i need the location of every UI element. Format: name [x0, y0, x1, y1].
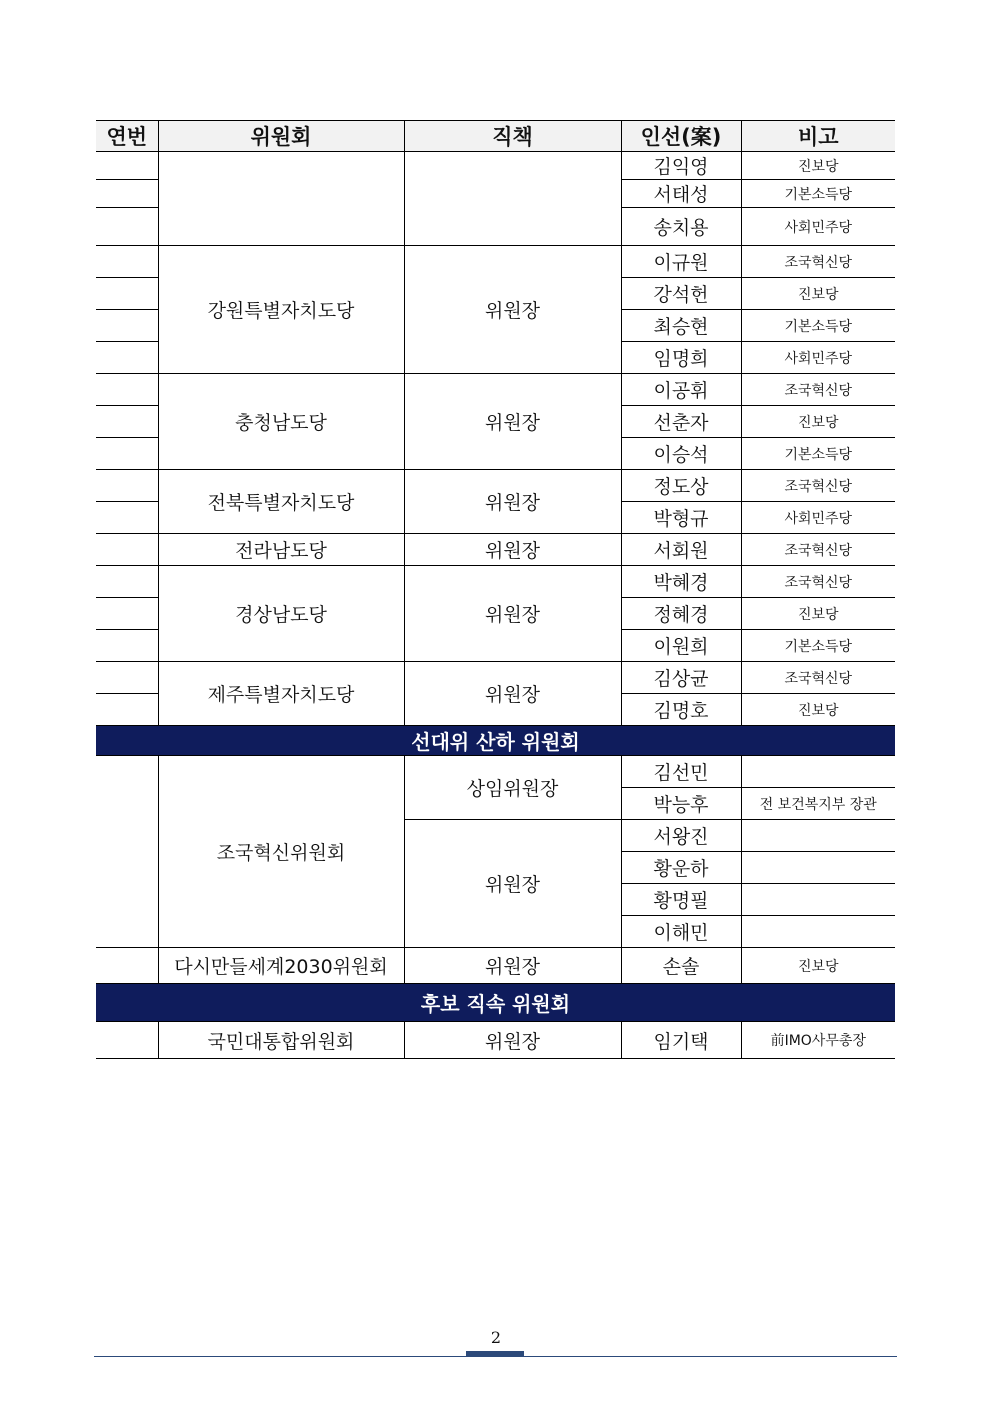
note-cell: 진보당: [741, 694, 895, 726]
committee-cell: 제주특별자치도당: [158, 662, 404, 726]
nominee-cell: 박형규: [621, 502, 741, 534]
note-cell: 조국혁신당: [741, 374, 895, 406]
nominee-cell: 김상균: [621, 662, 741, 694]
row-number-cell: [96, 756, 158, 948]
nominee-cell: 이해민: [621, 916, 741, 948]
nominee-cell: 이규원: [621, 246, 741, 278]
table-row: [96, 374, 895, 406]
row-number-cell: [96, 310, 158, 342]
page-number: 2: [490, 1328, 502, 1347]
position-cell: 위원장: [404, 820, 621, 948]
position-cell: 위원장: [404, 948, 621, 984]
row-number-cell: [96, 470, 158, 502]
note-cell: 진보당: [741, 948, 895, 984]
row-number-cell: [96, 406, 158, 438]
nominee-cell: 서회원: [621, 534, 741, 566]
nominee-cell: 김선민: [621, 756, 741, 788]
nominee-cell: 김명호: [621, 694, 741, 726]
note-cell: 조국혁신당: [741, 662, 895, 694]
committee-cell: 경상남도당: [158, 566, 404, 662]
position-cell: 위원장: [404, 662, 621, 726]
row-number-cell: [96, 342, 158, 374]
header-nominee: 인선(案): [621, 121, 741, 152]
nominee-cell: 손솔: [621, 948, 741, 984]
committee-roster-table: [96, 120, 895, 1059]
committee-cell: 충청남도당: [158, 374, 404, 470]
row-number-cell: [96, 662, 158, 694]
nominee-cell: 임명희: [621, 342, 741, 374]
row-number-cell: [96, 374, 158, 406]
table-row: [96, 662, 895, 694]
position-cell: 위원장: [404, 246, 621, 374]
section-banner-title: 후보 직속 위원회: [96, 984, 895, 1022]
table-row: [96, 246, 895, 278]
nominee-cell: 황운하: [621, 852, 741, 884]
nominee-cell: 송치용: [621, 208, 741, 246]
row-number-cell: [96, 630, 158, 662]
row-number-cell: [96, 278, 158, 310]
note-cell: [741, 852, 895, 884]
nominee-cell: 강석헌: [621, 278, 741, 310]
nominee-cell: 박혜경: [621, 566, 741, 598]
note-cell: 사회민주당: [741, 342, 895, 374]
header-note: 비고: [741, 121, 895, 152]
position-cell: 위원장: [404, 534, 621, 566]
nominee-cell: 선춘자: [621, 406, 741, 438]
header-no: 연번: [96, 121, 158, 152]
table-row: [96, 948, 895, 984]
nominee-cell: 이원희: [621, 630, 741, 662]
nominee-cell: 최승현: [621, 310, 741, 342]
table-row: [96, 152, 895, 180]
note-cell: 사회민주당: [741, 502, 895, 534]
footer-rule: [94, 1356, 897, 1357]
row-number-cell: [96, 948, 158, 984]
row-number-cell: [96, 694, 158, 726]
nominee-cell: 정혜경: [621, 598, 741, 630]
position-cell: 위원장: [404, 374, 621, 470]
section-banner-title: 선대위 산하 위원회: [96, 726, 895, 756]
row-number-cell: [96, 438, 158, 470]
table-header-row: [96, 121, 895, 152]
nominee-cell: 임기택: [621, 1022, 741, 1059]
note-cell: [741, 756, 895, 788]
note-cell: 기본소득당: [741, 180, 895, 208]
position-cell: [404, 152, 621, 246]
row-number-cell: [96, 502, 158, 534]
committee-cell: 다시만들세계2030위원회: [158, 948, 404, 984]
section-banner-row: [96, 984, 895, 1022]
note-cell: 진보당: [741, 406, 895, 438]
note-cell: 사회민주당: [741, 208, 895, 246]
nominee-cell: 서태성: [621, 180, 741, 208]
nominee-cell: 박능후: [621, 788, 741, 820]
position-cell: 위원장: [404, 470, 621, 534]
table-row: [96, 534, 895, 566]
note-cell: 기본소득당: [741, 310, 895, 342]
committee-cell: [158, 152, 404, 246]
position-cell: 위원장: [404, 566, 621, 662]
table-row: [96, 1022, 895, 1059]
row-number-cell: [96, 1022, 158, 1059]
note-cell: 조국혁신당: [741, 534, 895, 566]
note-cell: 前IMO사무총장: [741, 1022, 895, 1059]
committee-cell: 전북특별자치도당: [158, 470, 404, 534]
committee-cell: 국민대통합위원회: [158, 1022, 404, 1059]
note-cell: 기본소득당: [741, 438, 895, 470]
note-cell: 진보당: [741, 278, 895, 310]
committee-cell: 강원특별자치도당: [158, 246, 404, 374]
section-banner-row: [96, 726, 895, 756]
note-cell: 전 보건복지부 장관: [741, 788, 895, 820]
row-number-cell: [96, 152, 158, 180]
committee-cell: 조국혁신위원회: [158, 756, 404, 948]
position-cell: 상임위원장: [404, 756, 621, 820]
footer-accent-tab: [466, 1351, 524, 1356]
row-number-cell: [96, 180, 158, 208]
row-number-cell: [96, 598, 158, 630]
note-cell: [741, 820, 895, 852]
table-row: [96, 756, 895, 788]
note-cell: 진보당: [741, 152, 895, 180]
row-number-cell: [96, 246, 158, 278]
note-cell: 조국혁신당: [741, 470, 895, 502]
nominee-cell: 황명필: [621, 884, 741, 916]
nominee-cell: 이공휘: [621, 374, 741, 406]
nominee-cell: 이승석: [621, 438, 741, 470]
note-cell: 기본소득당: [741, 630, 895, 662]
note-cell: [741, 884, 895, 916]
note-cell: 조국혁신당: [741, 566, 895, 598]
table-row: [96, 470, 895, 502]
nominee-cell: 정도상: [621, 470, 741, 502]
nominee-cell: 서왕진: [621, 820, 741, 852]
header-committee: 위원회: [158, 121, 404, 152]
note-cell: 조국혁신당: [741, 246, 895, 278]
note-cell: [741, 916, 895, 948]
nominee-cell: 김익영: [621, 152, 741, 180]
note-cell: 진보당: [741, 598, 895, 630]
row-number-cell: [96, 534, 158, 566]
header-position: 직책: [404, 121, 621, 152]
committee-cell: 전라남도당: [158, 534, 404, 566]
row-number-cell: [96, 208, 158, 246]
position-cell: 위원장: [404, 1022, 621, 1059]
table-row: [96, 566, 895, 598]
row-number-cell: [96, 566, 158, 598]
